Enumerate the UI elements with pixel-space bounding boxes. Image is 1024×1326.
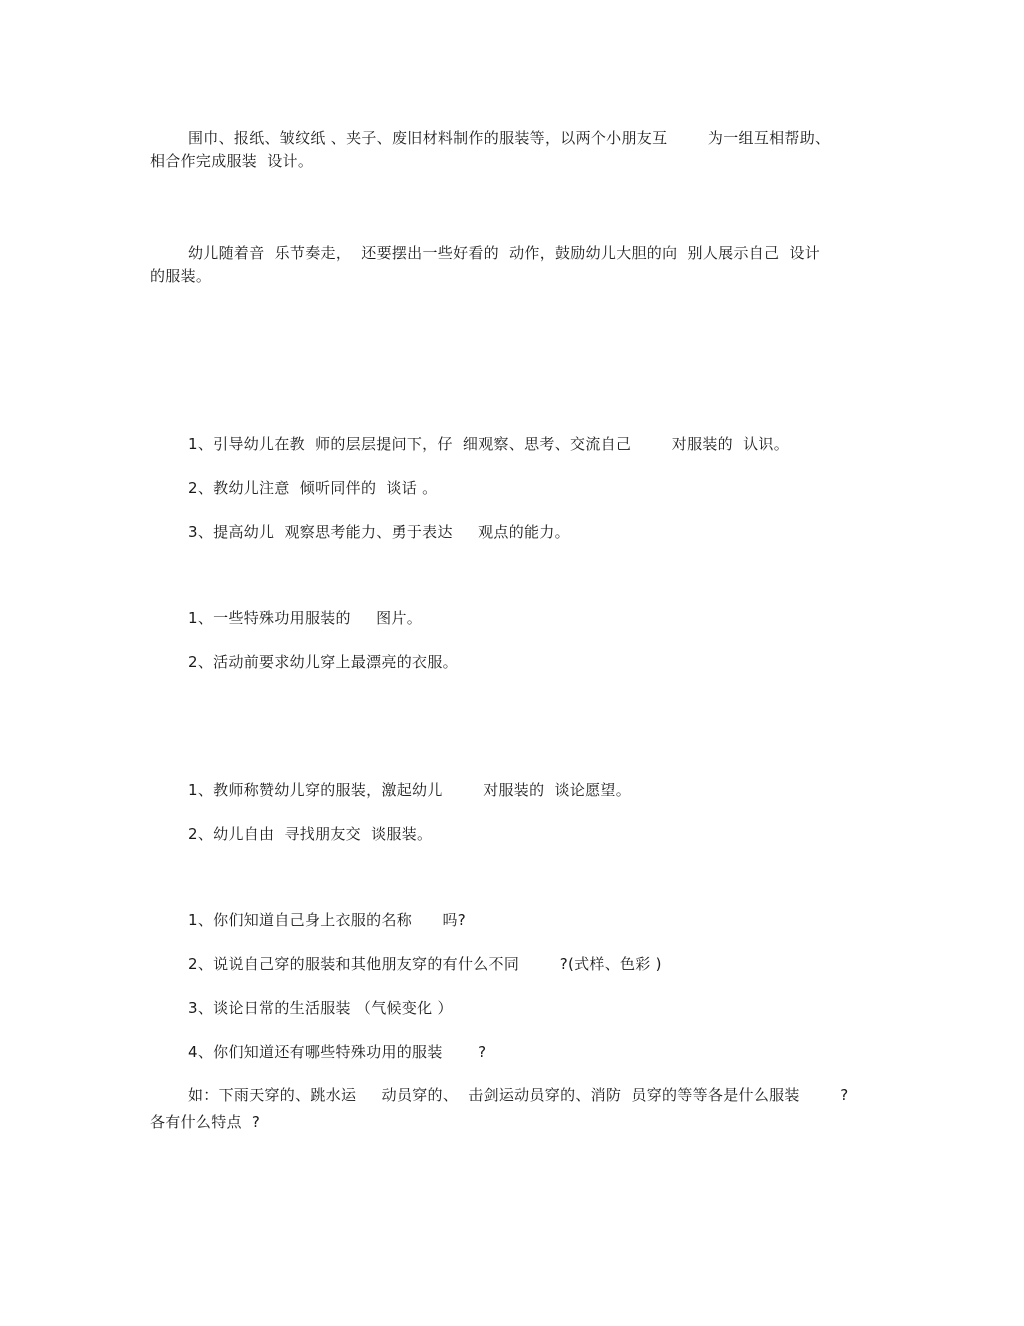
paragraph-music-line-2: 的服装。 <box>150 267 212 285</box>
goal-item-2: 2、教幼儿注意 倾听同伴的 谈话 。 <box>188 479 438 497</box>
paragraph-materials-line-2: 相合作完成服装 设计。 <box>150 152 314 170</box>
goal-item-1: 1、引导幼儿在教 师的层层提问下，仔 细观察、思考、交流自己 对服装的 认识。 <box>188 435 789 453</box>
example-line-1: 如：下雨天穿的、跳水运 动员穿的、 击剑运动员穿的、消防 员穿的等等各是什么服装 ? <box>188 1086 849 1104</box>
goal-item-3: 3、提高幼儿 观察思考能力、勇于表达 观点的能力。 <box>188 523 570 541</box>
prep-item-2: 2、活动前要求幼儿穿上最漂亮的衣服。 <box>188 653 458 671</box>
paragraph-music-line-1: 幼儿随着音 乐节奏走， 还要摆出一些好看的 动作，鼓励幼儿大胆的向 别人展示自己 设计 <box>188 244 821 262</box>
paragraph-materials-line-1: 围巾、报纸、皱纹纸 、夹子、废旧材料制作的服装等，以两个小朋友互 为一组互相帮助、 <box>188 129 831 147</box>
example-line-2: 各有什么特点 ? <box>150 1113 261 1131</box>
process-item-1: 1、教师称赞幼儿穿的服装，激起幼儿 对服装的 谈论愿望。 <box>188 781 632 799</box>
question-item-2: 2、说说自己穿的服装和其他朋友穿的有什么不同 ?(式样、色彩 ) <box>188 955 662 973</box>
question-item-3: 3、谈论日常的生活服装 （气候变化 ） <box>188 999 453 1017</box>
process-item-2: 2、幼儿自由 寻找朋友交 谈服装。 <box>188 825 433 843</box>
question-item-4: 4、你们知道还有哪些特殊功用的服装 ? <box>188 1043 487 1061</box>
prep-item-1: 1、一些特殊功用服装的 图片。 <box>188 609 423 627</box>
question-item-1: 1、你们知道自己身上衣服的名称 吗? <box>188 911 467 929</box>
